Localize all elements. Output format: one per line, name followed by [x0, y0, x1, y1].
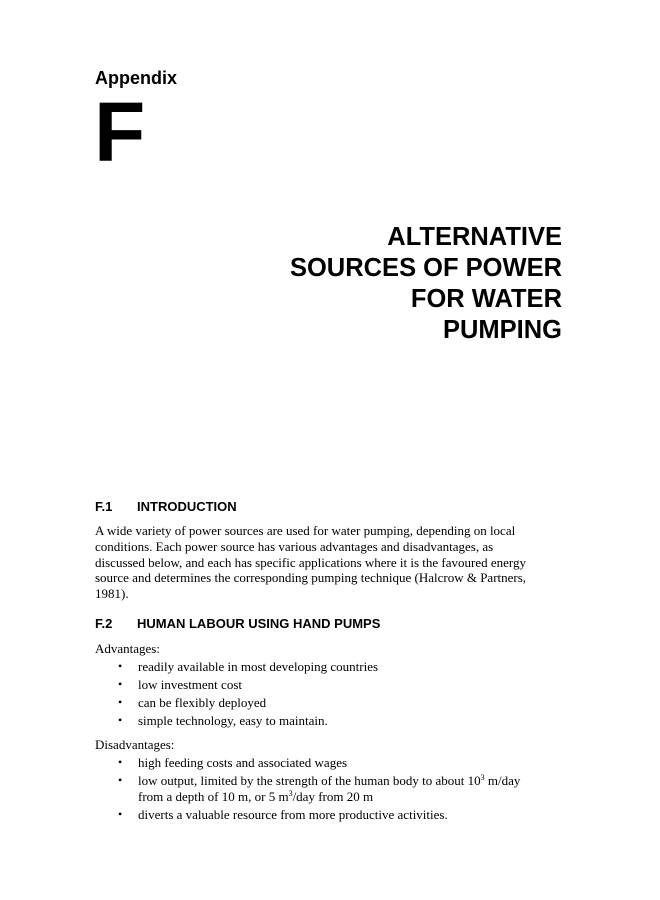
chapter-title — [202, 222, 562, 346]
bullet-icon: • — [118, 755, 123, 769]
paragraph-line: A wide variety of power sources are used for water pumping, depending on local — [95, 523, 516, 538]
appendix-letter: F — [94, 85, 146, 179]
list-item-text: diverts a valuable resource from more productive activities. — [138, 806, 448, 822]
paragraph-line: 1981). — [95, 586, 129, 602]
paragraph-line: conditions. Each power source has various advantages and disadvantages, as — [95, 538, 494, 554]
bullet-icon: • — [118, 695, 123, 709]
chapter-title-line: SOURCES OF POWER — [289, 254, 562, 282]
section-title: INTRODUCTION — [137, 499, 237, 514]
section-number: F.1 — [95, 499, 113, 514]
appendix-label: Appendix — [95, 68, 178, 88]
section-number: F.2 — [95, 616, 113, 631]
advantages-label: Advantages: — [95, 641, 160, 656]
list-item — [95, 659, 565, 675]
list-item — [95, 695, 565, 711]
advantages-list — [95, 659, 565, 731]
chapter-title-line: FOR WATER — [410, 285, 562, 313]
list-item — [95, 713, 565, 729]
bullet-icon: • — [118, 677, 123, 691]
list-item — [95, 755, 565, 771]
list-item-text: high feeding costs and associated wages — [138, 755, 348, 770]
paragraph-line: discussed below, and each has specific applications where it is the favoured energy — [95, 554, 527, 570]
list-item-text: can be flexibly deployed — [138, 695, 267, 710]
bullet-icon: • — [118, 806, 123, 821]
section-heading-f2 — [95, 616, 380, 631]
disadvantages-list — [95, 755, 565, 825]
chapter-title-line: PUMPING — [442, 316, 562, 344]
list-item-text: readily available in most developing countries — [138, 659, 379, 674]
paragraph-line: source and determines the corresponding pumping technique (Halcrow & Partners, — [95, 570, 527, 586]
disadvantages-label: Disadvantages: — [95, 737, 175, 752]
list-item-text: simple technology, easy to maintain. — [138, 713, 328, 728]
section-heading-f1 — [95, 499, 237, 514]
bullet-icon: • — [118, 773, 123, 787]
list-item-text: low investment cost — [138, 677, 242, 692]
list-item-text: low output, limited by the strength of the human body to about $10^3$ m/day from a depth of 10 m, or 5 $m^3$/day from 20 m — [138, 773, 521, 804]
list-item — [95, 807, 565, 823]
intro-paragraph — [95, 523, 565, 602]
list-item — [95, 773, 565, 804]
bullet-icon: • — [118, 713, 123, 727]
list-item — [95, 677, 565, 693]
bullet-icon: • — [118, 659, 123, 673]
chapter-title-line: ALTERNATIVE — [387, 223, 562, 251]
section-title: HUMAN LABOUR USING HAND PUMPS — [137, 616, 381, 631]
